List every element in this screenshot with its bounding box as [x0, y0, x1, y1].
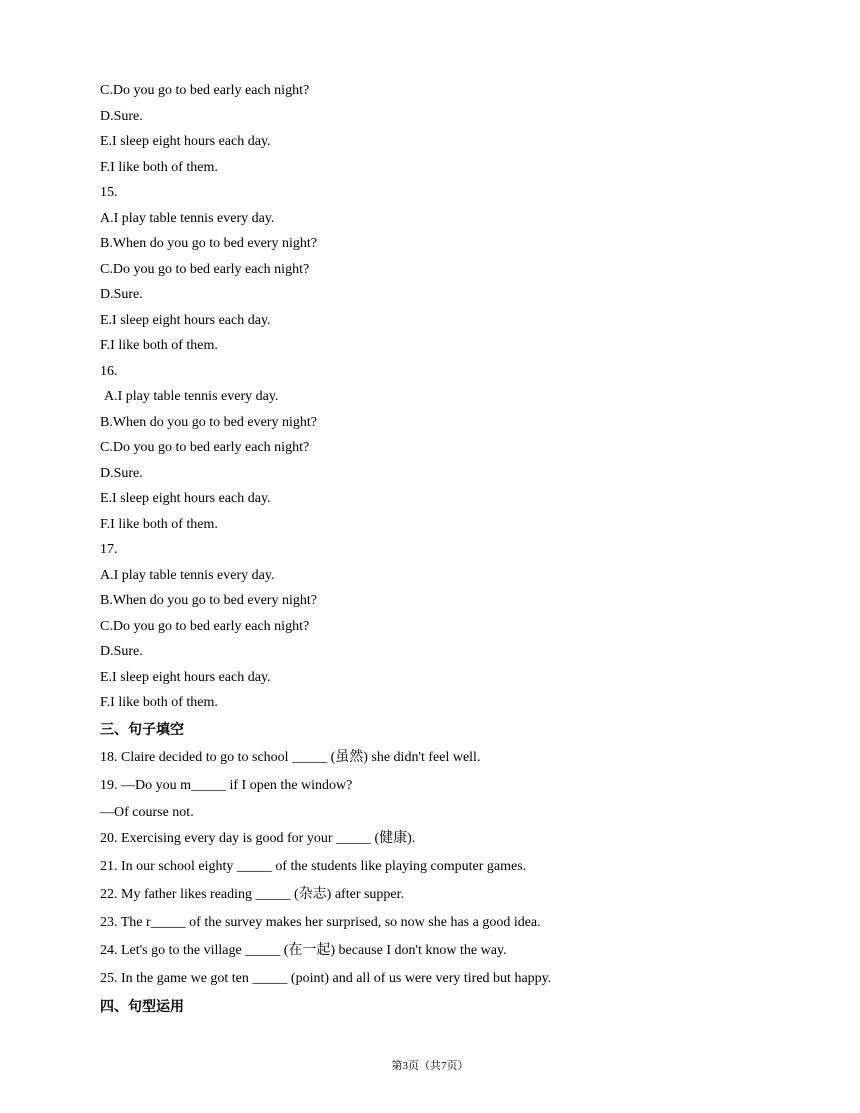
- question-number-15: 15.: [100, 185, 118, 200]
- option-line: D.Sure.: [100, 465, 143, 481]
- option-line: C.Do you go to bed early each night?: [100, 618, 310, 634]
- option-line: F.I like both of them.: [100, 159, 218, 175]
- sentence-item: —Of course not.: [100, 804, 194, 820]
- option-line: C.Do you go to bed early each night?: [100, 83, 310, 98]
- option-line: A.I play table tennis every day.: [100, 210, 275, 226]
- sentence-item: 22. My father likes reading _____ (杂志) after supper.: [100, 886, 405, 902]
- option-line: A.I play table tennis every day.: [104, 389, 279, 404]
- sentence-item: 18. Claire decided to go to school _____ (虽然) she didn't feel well.: [100, 749, 481, 765]
- option-line: E.I sleep eight hours each day.: [100, 491, 271, 506]
- page-footer: 第3页（共7页）: [391, 1060, 469, 1072]
- option-line: F.I like both of them.: [100, 695, 218, 710]
- question-number-17: 17.: [100, 542, 118, 557]
- sentence-item: 21. In our school eighty _____ of the students like playing computer games.: [100, 858, 527, 874]
- option-line: E.I sleep eight hours each day.: [100, 312, 271, 328]
- option-line: D.Sure.: [100, 644, 143, 659]
- option-line: B.When do you go to bed every night?: [100, 414, 317, 430]
- sentence-item: 20. Exercising every day is good for your _____ (健康).: [100, 830, 416, 846]
- option-line: A.I play table tennis every day.: [100, 567, 275, 583]
- document-body: [100, 78, 760, 1021]
- option-line: F.I like both of them.: [100, 516, 218, 532]
- section-heading-3: 三、句子填空: [100, 721, 184, 738]
- sentence-item: 25. In the game we got ten _____ (point) and all of us were very tired but happy.: [100, 970, 552, 986]
- option-line: F.I like both of them.: [100, 338, 218, 353]
- option-line: E.I sleep eight hours each day.: [100, 669, 271, 685]
- sentence-item: 19. —Do you m_____ if I open the window?: [100, 777, 353, 793]
- option-line: D.Sure.: [100, 287, 143, 302]
- option-line: C.Do you go to bed early each night?: [100, 261, 310, 277]
- option-line: D.Sure.: [100, 108, 143, 124]
- sentence-item: 24. Let's go to the village _____ (在一起) because I don't know the way.: [100, 942, 507, 958]
- section-heading-4: 四、句型运用: [100, 998, 184, 1015]
- sentence-item: 23. The r_____ of the survey makes her surprised, so now she has a good idea.: [100, 914, 541, 930]
- option-line: B.When do you go to bed every night?: [100, 236, 317, 251]
- option-line: C.Do you go to bed early each night?: [100, 440, 310, 455]
- question-number-16: 16.: [100, 363, 118, 379]
- option-line: E.I sleep eight hours each day.: [100, 134, 271, 149]
- option-line: B.When do you go to bed every night?: [100, 593, 317, 608]
